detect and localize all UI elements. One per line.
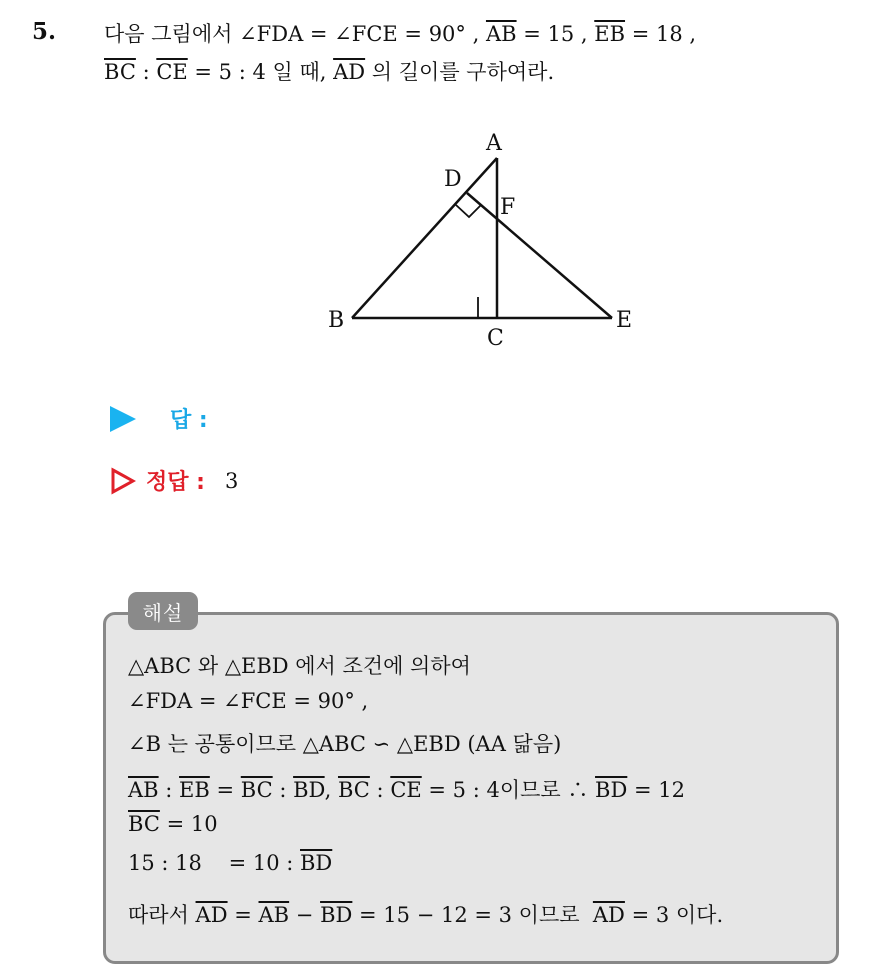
label-e: E [616, 308, 633, 333]
answer-row [110, 403, 208, 434]
solution-line-2: ∠FDA = ∠FCE = 90° , [128, 689, 369, 713]
correct-answer-value: 3 [224, 468, 239, 493]
solution-line-3: ∠B 는 공통이므로 △ABC ∽ △EBD (AA 닮음) [128, 732, 562, 756]
segment-de [467, 193, 612, 318]
label-f: F [500, 195, 516, 220]
solution-tab: 해설 [128, 592, 198, 630]
label-b: B [328, 308, 345, 333]
correct-answer-label: 정답 : [146, 470, 205, 495]
solution-line-7: 따라서 $\overline{AD} = \overline{AB} - \overline{BD} = 15 - 12 = 3$ 이므로 $\overline{AD} = 3$ 이다. [128, 903, 724, 927]
question-line-1: 다음 그림에서 ∠FDA = ∠FCE = 90° , $\overline{AB} = 15$ , $\overline{EB} = 18$ , [104, 22, 697, 46]
right-angle-d [456, 205, 481, 217]
label-d: D [444, 167, 462, 192]
solution-line-4: $\overline{AB}$ : $\overline{EB} = \overline{BC}$ : $\overline{BD}$, $\overline{BC}$ : $\overline{CE} = 5$ : 4이므로 ∴ $\overline{BD} = 12$ [128, 778, 685, 802]
question-number: 5. [32, 18, 57, 45]
label-c: C [487, 326, 504, 351]
question-line-2: $\overline{BC}$ : $\overline{CE} = 5$ : 4 일 때, $\overline{AD}$ 의 길이를 구하여라. [104, 60, 555, 84]
right-angle-c [478, 297, 497, 318]
solution-line-1: △ABC 와 △EBD 에서 조건에 의하여 [128, 654, 471, 678]
play-triangle-icon [110, 406, 136, 432]
correct-answer-row [110, 465, 238, 496]
segment-ba [352, 158, 497, 318]
solution-line-6: 15 : 18 = 10 : $\overline{BD}$ [128, 851, 333, 875]
label-a: A [486, 131, 502, 156]
answer-label: 답 : [170, 408, 208, 433]
outline-triangle-icon [110, 467, 136, 495]
geometry-figure [320, 120, 650, 355]
solution-line-5: $\overline{BC} = 10$ [128, 812, 218, 836]
